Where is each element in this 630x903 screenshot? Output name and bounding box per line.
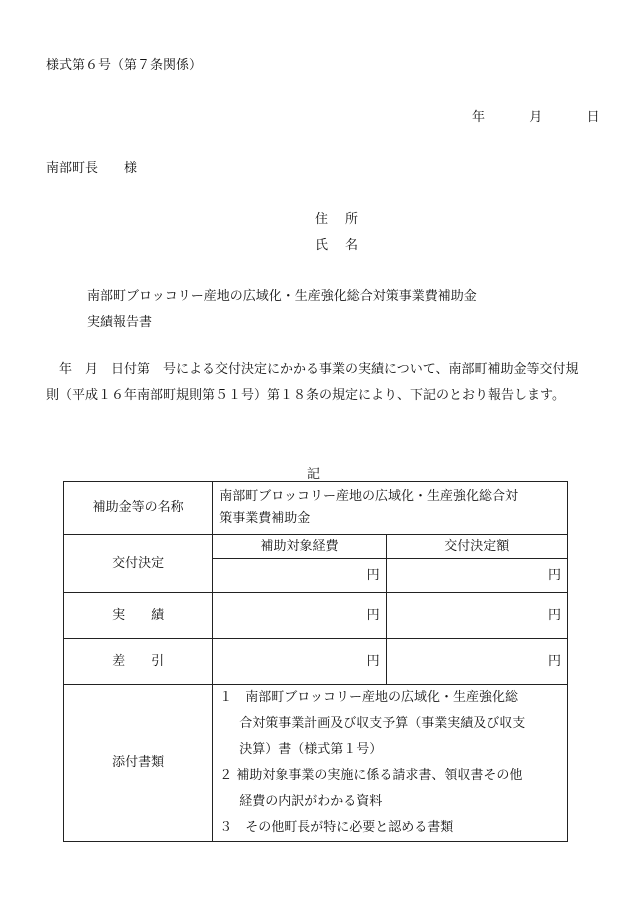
diff-label: 差引 [64,639,213,685]
name-label: 氏 名 [315,238,361,253]
report-table [63,481,568,842]
decision-amount-yen: 円 [386,559,567,593]
col-header-amount: 交付決定額 [386,535,567,559]
body-paragraph: 年 月 日付第 号による交付決定にかかる事業の実績について、南部町補助金等交付規則（平成１６年南部町規則第５１号）第１８条の規定により、下記のとおり報告します。 [46,362,579,403]
table-row [64,593,568,639]
addressee: 南部町長 様 [46,161,138,176]
attachment-item-2-line2: 経費の内訳がわかる資料 [239,794,383,809]
date-day: 日 [586,110,600,125]
actual-amount-yen: 円 [386,593,567,639]
diff-cost-yen: 円 [213,639,386,685]
address-label: 住 所 [315,212,361,227]
decision-label: 交付決定 [64,535,213,593]
subsidy-name-value [213,482,568,535]
subsidy-name-line1: 南部町ブロッコリー産地の広域化・生産強化総合対 [219,489,519,504]
attachment-item-1-line1: １ 南部町ブロッコリー産地の広域化・生産強化総 [219,690,519,705]
form-number: 様式第６号（第７条関係） [46,58,203,73]
attachments-list [213,685,568,842]
table-row [64,535,568,559]
actual-label: 実績 [64,593,213,639]
ki-heading: 記 [307,467,321,482]
table-row [64,639,568,685]
table-row [64,685,568,842]
table-row [64,482,568,535]
diff-amount-yen: 円 [386,639,567,685]
actual-cost-yen: 円 [213,593,386,639]
document-title-line1: 南部町ブロッコリー産地の広域化・生産強化総合対策事業費補助金 [87,289,477,304]
date-line [472,106,600,125]
attachment-item-1-line2: 合対策事業計画及び収支予算（事業実績及び収支 [239,716,526,731]
subsidy-name-label: 補助金等の名称 [64,482,213,535]
col-header-cost: 補助対象経費 [213,535,386,559]
decision-cost-yen: 円 [213,559,386,593]
date-month: 月 [529,110,543,125]
attachment-item-3: ３ その他町長が特に必要と認める書類 [219,820,454,835]
attachment-item-2-line1: ２ 補助対象事業の実施に係る請求書、領収書その他 [219,768,523,783]
date-year: 年 [472,110,486,125]
document-title-line2: 実績報告書 [87,315,153,330]
subsidy-name-line2: 策事業費補助金 [219,511,311,526]
attachments-label: 添付書類 [64,685,213,842]
attachment-item-1-line3: 決算）書（様式第１号） [239,742,383,757]
